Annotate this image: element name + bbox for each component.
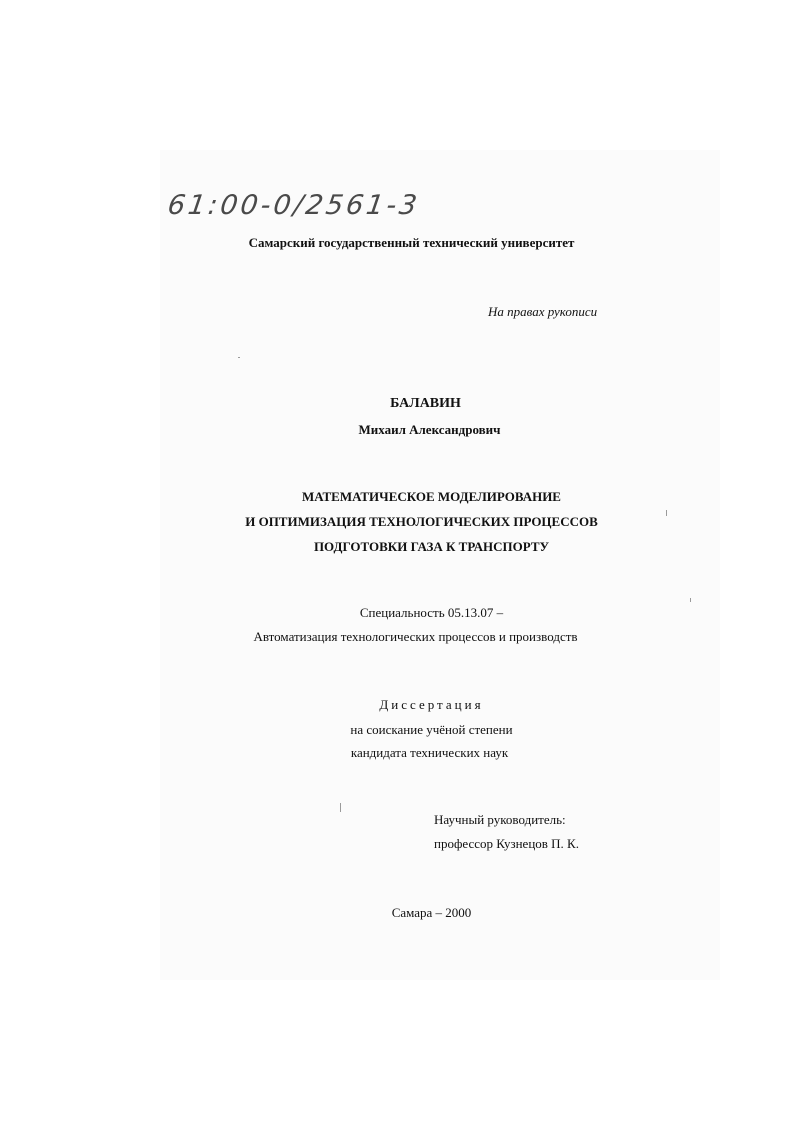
specialty-name: Автоматизация технологических процессов и производств	[253, 629, 578, 644]
thesis-title-line-3: ПОДГОТОВКИ ГАЗА К ТРАНСПОРТУ	[313, 539, 550, 554]
author-surname: БАЛАВИН	[390, 396, 461, 411]
scanned-page-area	[160, 150, 720, 980]
scan-speck	[690, 598, 691, 602]
thesis-title-line-1: МАТЕМАТИЧЕСКОЕ МОДЕЛИРОВАНИЕ	[302, 489, 561, 504]
place-and-year: Самара – 2000	[391, 905, 472, 920]
scan-speck	[666, 510, 667, 516]
rights-note: На правах рукописи	[488, 304, 598, 319]
handwritten-archive-code: 61:00-0/2561-3	[165, 190, 422, 221]
thesis-title-line-2: И ОПТИМИЗАЦИЯ ТЕХНОЛОГИЧЕСКИХ ПРОЦЕССОВ	[245, 514, 598, 529]
author-given-names: Михаил Александрович	[358, 422, 501, 437]
supervisor-name: профессор Кузнецов П. К.	[434, 836, 579, 851]
scan-speck	[340, 803, 341, 812]
scan-speck	[238, 357, 240, 358]
specialty-code: Специальность 05.13.07 –	[359, 605, 504, 620]
degree-line-1: на соискание учёной степени	[350, 722, 513, 737]
degree-line-2: кандидата технических наук	[350, 745, 509, 760]
university-name: Самарский государственный технический университет	[248, 235, 575, 250]
work-type: Диссертация	[379, 697, 484, 712]
supervisor-label: Научный руководитель:	[434, 812, 566, 827]
